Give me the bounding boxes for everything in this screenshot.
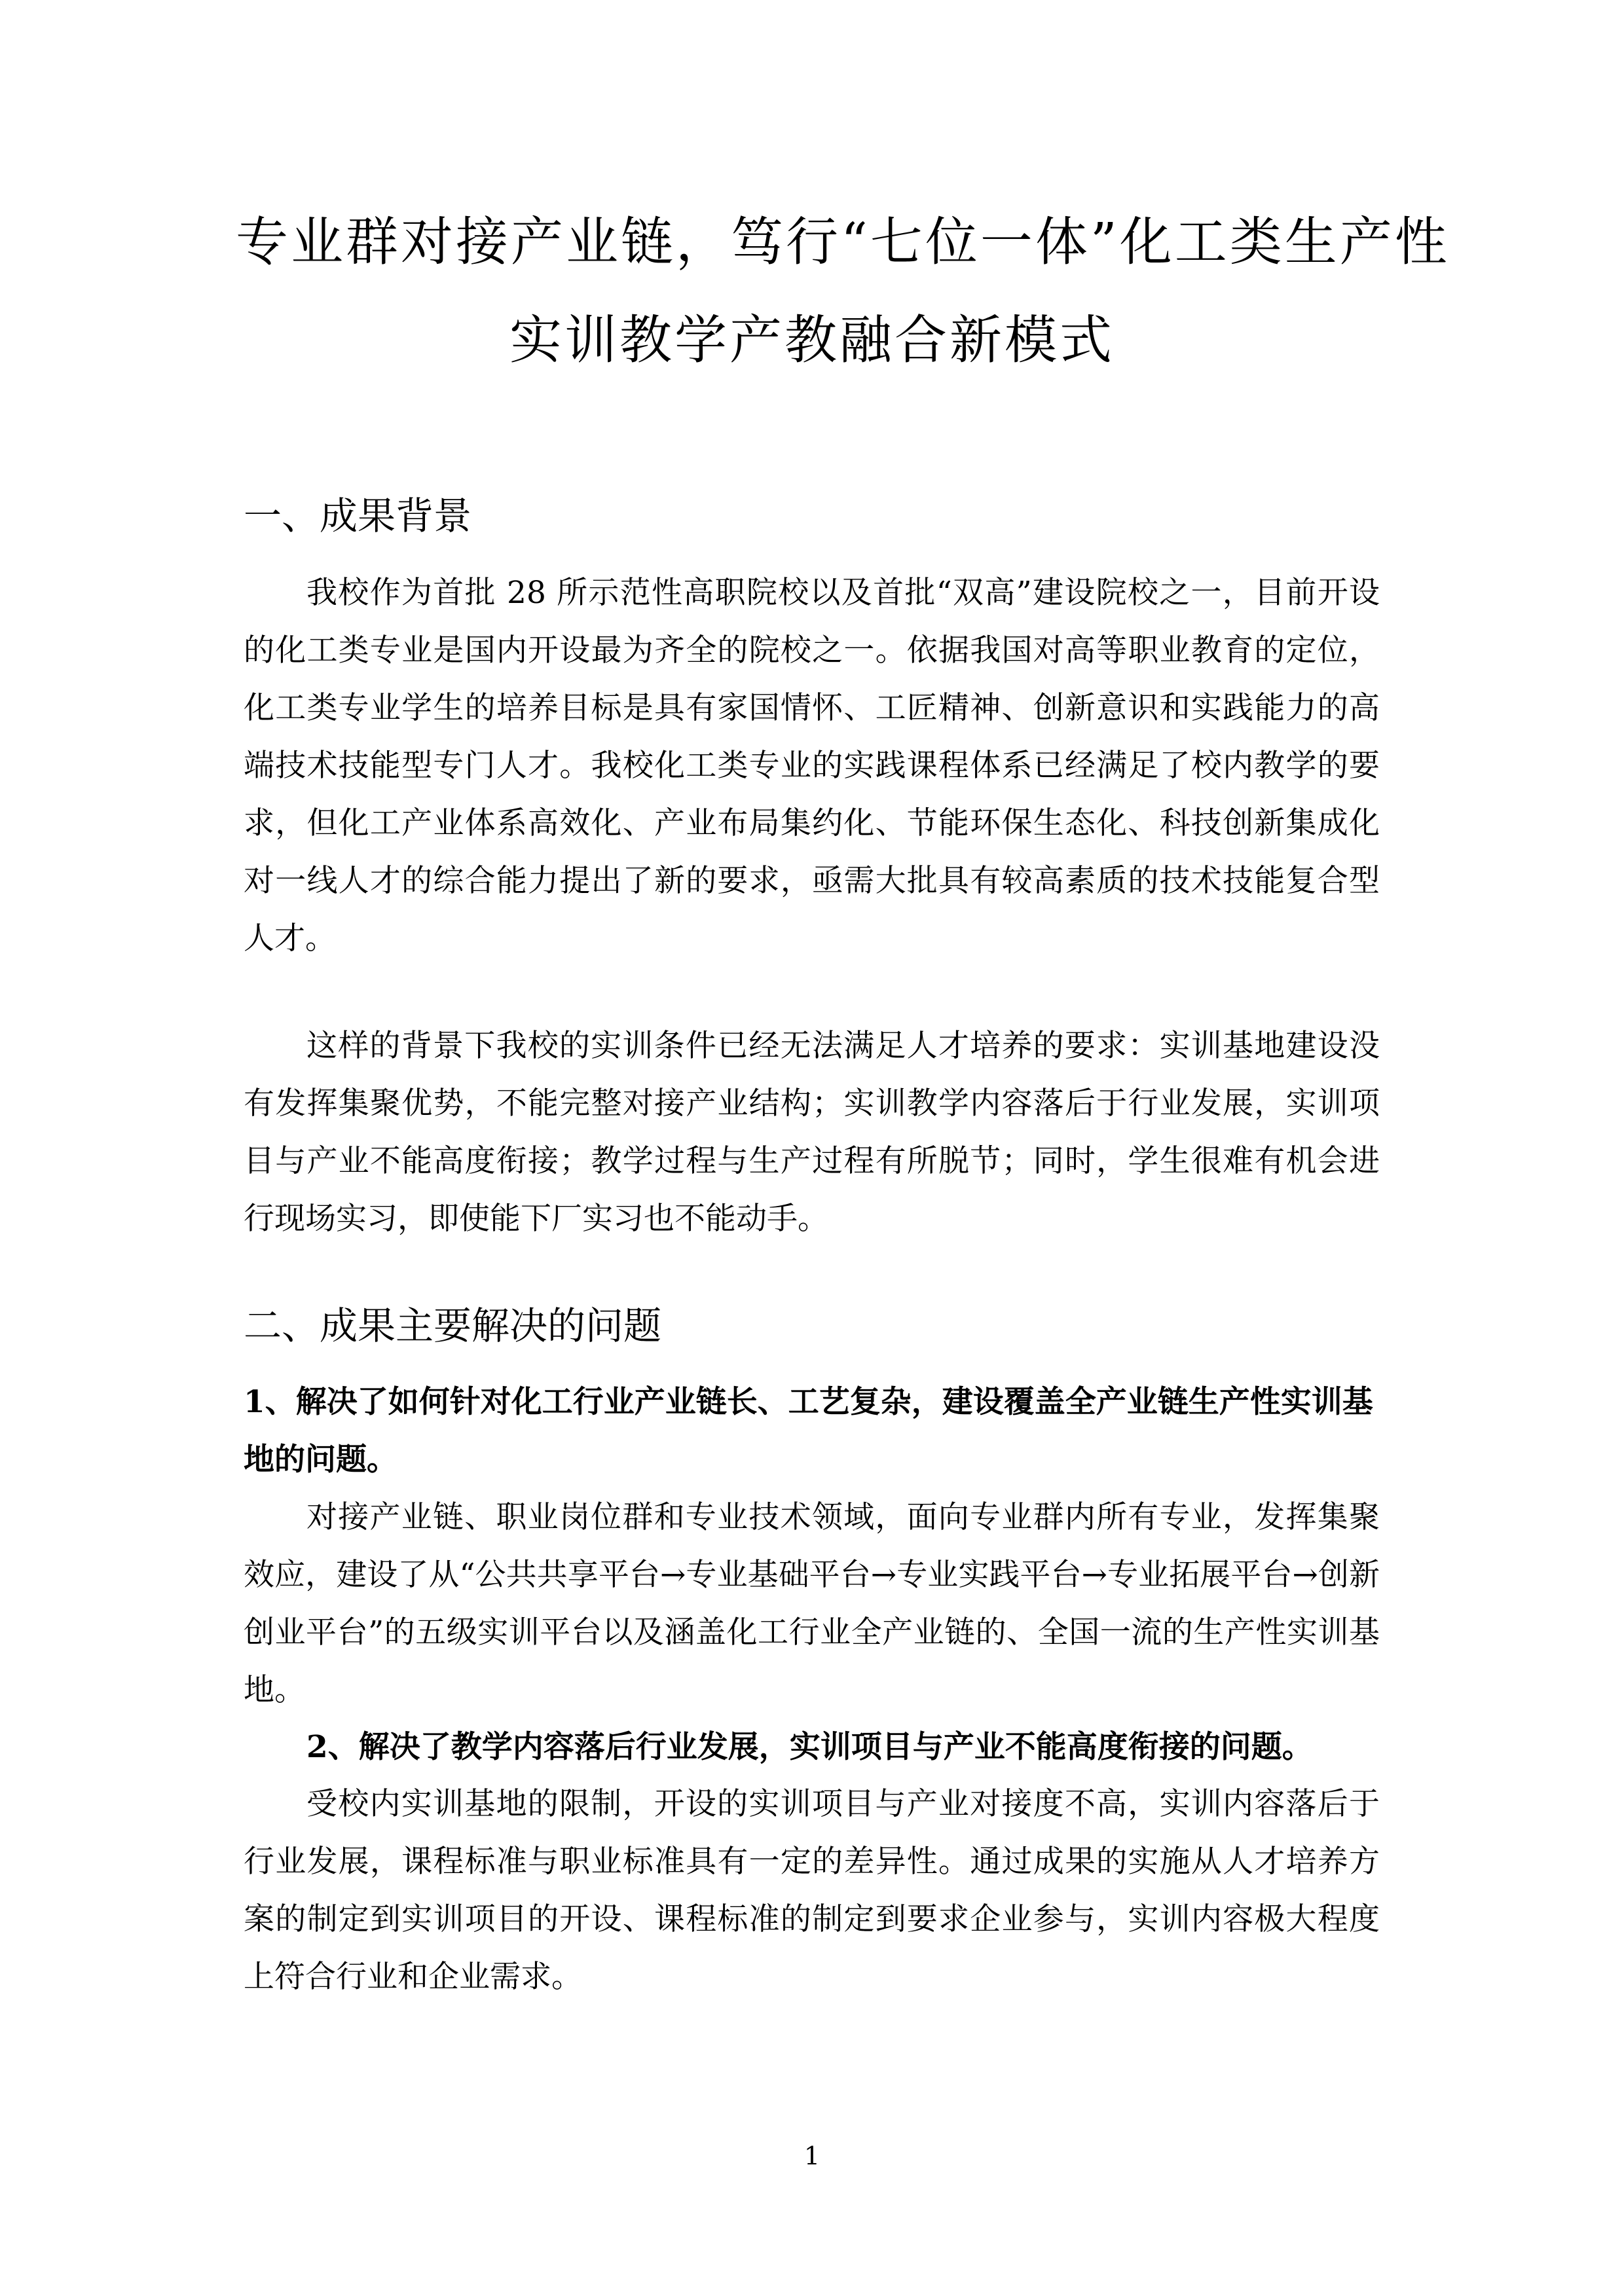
subheading-problem-1: 1、解决了如何针对化工行业产业链长、工艺复杂，建设覆盖全产业链生产性实训基地的问题。 <box>244 1384 1373 1478</box>
section-heading-problems: 二、成果主要解决的问题 <box>244 1303 662 1348</box>
paragraph-problem-2: 受校内实训基地的限制，开设的实训项目与产业对接度不高，实训内容落后于行业发展，课程标准与职业标准具有一定的差异性。通过成果的实施从人才培养方案的制定到实训项目的开设、课程标准的制定到要求企业参与，实训内容极大程度上符合行业和企业需求。 <box>244 1786 1380 1995</box>
paragraph-background-1: 我校作为首批 28 所示范性高职院校以及首批“双高”建设院校之一，目前开设的化工类专业是国内开设最为齐全的院校之一。依据我国对高等职业教育的定位，化工类专业学生的培养目标是具有家国情怀、工匠精神、创新意识和实践能力的高端技术技能型专门人才。我校化工类专业的实践课程体系已经满足了校内教学的要求，但化工产业体系高效化、产业布局集约化、节能环保生态化、科技创新集成化对一线人才的综合能力提出了新的要求，亟需大批具有较高素质的技术技能复合型人才。 <box>244 575 1380 957</box>
document-title-line-2: 实训教学产教融合新模式 <box>509 310 1115 371</box>
document-title-line-1: 专业群对接产业链，笃行“七位一体”化工类生产性 <box>236 211 1450 272</box>
page-number: 1 <box>803 2141 821 2170</box>
section-heading-background: 一、成果背景 <box>244 494 472 538</box>
paragraph-problem-1: 对接产业链、职业岗位群和专业技术领域，面向专业群内所有专业，发挥集聚效应，建设了从“公共共享平台→专业基础平台→专业实践平台→专业拓展平台→创新创业平台”的五级实训平台以及涵盖化工行业全产业链的、全国一流的生产性实训基地。 <box>244 1499 1380 1708</box>
paragraph-background-2: 这样的背景下我校的实训条件已经无法满足人才培养的要求：实训基地建设没有发挥集聚优势，不能完整对接产业结构；实训教学内容落后于行业发展，实训项目与产业不能高度衔接；教学过程与生产过程有所脱节；同时，学生很难有机会进行现场实习，即使能下厂实习也不能动手。 <box>244 1028 1380 1237</box>
subheading-problem-2: 2、解决了教学内容落后行业发展，实训项目与产业不能高度衔接的问题。 <box>306 1729 1313 1765</box>
